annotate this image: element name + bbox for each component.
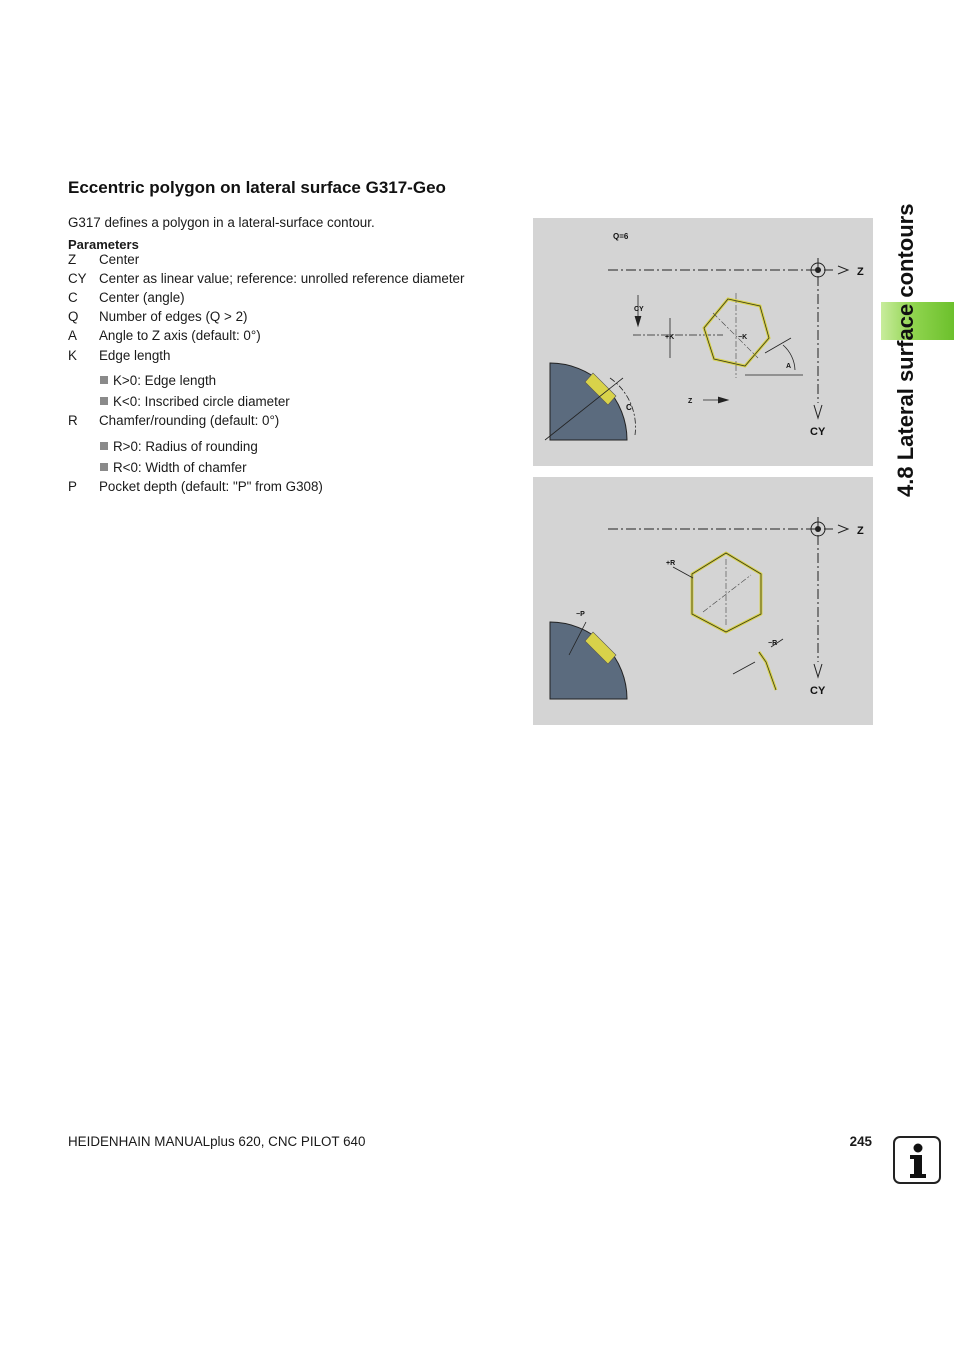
cy-dim-arrow	[635, 316, 641, 326]
param-key: R	[68, 413, 78, 428]
param-desc: Edge length	[99, 348, 171, 363]
param-key: CY	[68, 271, 87, 286]
intro-text: G317 defines a polygon in a lateral-surface contour.	[68, 215, 375, 230]
hexagon-contour	[704, 299, 769, 366]
hexagon-diagonal	[713, 313, 758, 358]
param-key: Q	[68, 309, 79, 324]
option-text: R>0: Radius of rounding	[113, 439, 258, 454]
param-desc: Chamfer/rounding (default: 0°)	[99, 413, 280, 428]
param-r-option	[100, 460, 247, 475]
hexagon-diagonal	[703, 575, 751, 612]
bullet-icon	[100, 397, 108, 405]
param-key: C	[68, 290, 78, 305]
cy-axis-arrow	[814, 664, 822, 677]
param-desc: Angle to Z axis (default: 0°)	[99, 328, 261, 343]
bullet-icon	[100, 463, 108, 471]
workpiece-section	[550, 622, 627, 699]
z-dim-label: Z	[688, 398, 693, 405]
figure-polygon-dimensions-svg	[533, 218, 873, 466]
option-text: R<0: Width of chamfer	[113, 460, 247, 475]
footer-manual: HEIDENHAIN MANUALplus 620, CNC PILOT 640	[68, 1134, 366, 1149]
minus-r-label: −R	[768, 640, 778, 647]
a-label: A	[786, 363, 792, 370]
param-k-option	[100, 373, 216, 388]
chamfer-contour	[759, 652, 776, 690]
cy-dim-label: CY	[634, 306, 644, 313]
param-k-option	[100, 394, 290, 409]
figure-polygon-rounding	[533, 477, 873, 725]
bullet-icon	[100, 376, 108, 384]
figure-polygon-dimensions	[533, 218, 873, 466]
param-desc: Center as linear value; reference: unrolled reference diameter	[99, 271, 465, 286]
param-desc: Number of edges (Q > 2)	[99, 309, 248, 324]
param-key: A	[68, 328, 77, 343]
workpiece-section	[550, 363, 627, 440]
parameters-heading: Parameters	[68, 237, 139, 252]
chapter-title: 4.8 Lateral surface contours	[893, 203, 918, 497]
z-axis-label: Z	[857, 266, 864, 278]
chamfer-dim-line	[733, 662, 755, 674]
cy-axis-label: CY	[810, 685, 826, 697]
plus-k-label: +K	[665, 334, 675, 341]
z-dim-arrow	[718, 397, 728, 403]
q-label: Q=6	[613, 232, 629, 241]
r-leader-line	[673, 567, 693, 578]
param-desc: Pocket depth (default: "P" from G308)	[99, 479, 323, 494]
plus-r-label: +R	[666, 560, 676, 567]
bullet-icon	[100, 442, 108, 450]
minus-p-label: −P	[576, 611, 585, 618]
hexagon-contour	[692, 553, 761, 632]
minus-k-label: −K	[738, 334, 748, 341]
param-desc: Center	[99, 252, 140, 267]
z-axis-label: Z	[857, 525, 864, 537]
param-key: Z	[68, 252, 77, 267]
param-r-option	[100, 439, 258, 454]
c-label: C	[626, 403, 632, 412]
info-icon	[893, 1136, 941, 1184]
page-number: 245	[849, 1134, 872, 1149]
option-text: K>0: Edge length	[113, 373, 217, 388]
param-key: P	[68, 479, 77, 494]
section-title: Eccentric polygon on lateral surface G317-Geo	[68, 178, 446, 197]
cy-axis-label: CY	[810, 426, 826, 438]
figure-polygon-rounding-svg	[533, 477, 873, 725]
z-axis-arrow	[838, 525, 848, 533]
option-text: K<0: Inscribed circle diameter	[113, 394, 290, 409]
z-axis-arrow	[838, 266, 848, 274]
cy-axis-arrow	[814, 405, 822, 418]
param-desc: Center (angle)	[99, 290, 185, 305]
param-key: K	[68, 348, 77, 363]
